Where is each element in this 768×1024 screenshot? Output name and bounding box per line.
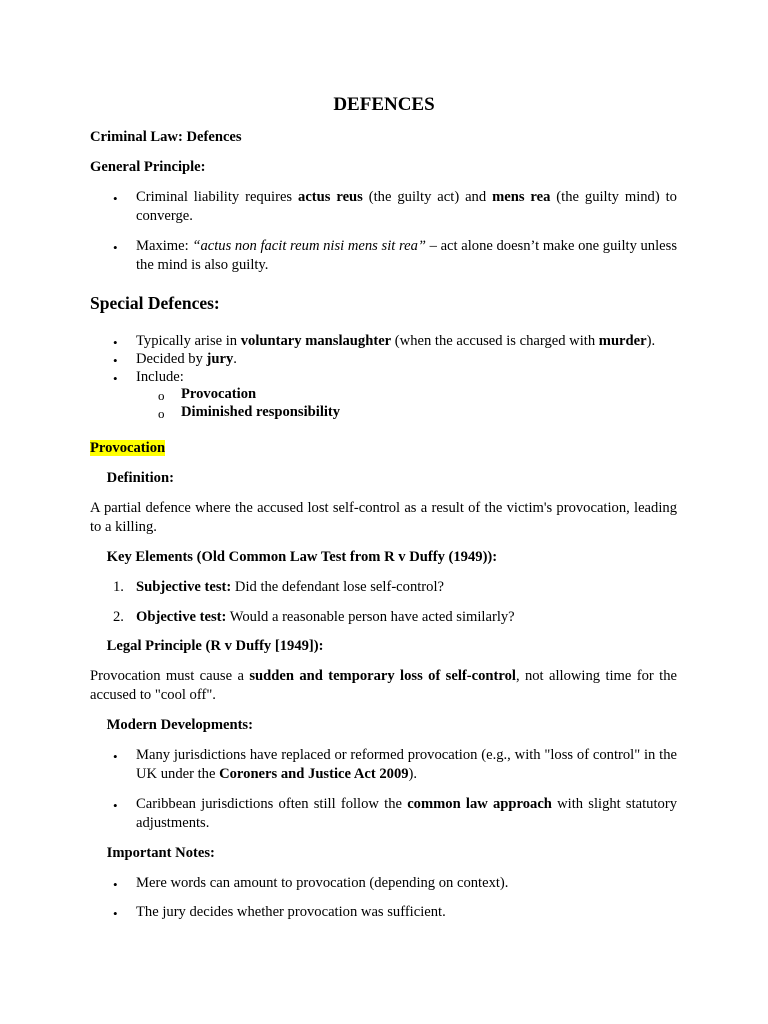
important-notes-heading: Important Notes: [106, 845, 215, 861]
bullet-marker: • [113, 749, 118, 764]
sub-item-diminished-responsibility: Diminished responsibility [181, 404, 341, 420]
bullet-marker: • [113, 877, 118, 892]
document-subtitle: Criminal Law: Defences [90, 129, 242, 145]
definition-text: A partial defence where the accused lost self-control as a result of the victim's provocation, leading to a killing. [90, 500, 677, 535]
modern-bullet-2: Caribbean jurisdictions often still follow the common law approach with slight statutory adjustments. [136, 796, 677, 831]
key-elements-heading: Key Elements (Old Common Law Test from R v Duffy (1949)): [106, 549, 498, 565]
special-defences-bullet-3: Include: [136, 369, 184, 385]
general-principle-bullet-2: Maxime: “actus non facit reum nisi mens sit rea” – act alone doesn’t make one guilty unless the mind is also guilty. [136, 238, 677, 273]
modern-bullet-1: Many jurisdictions have replaced or reformed provocation (e.g., with "loss of control" in the UK under the Coroners and Justice Act 2009). [136, 747, 677, 782]
bullet-marker: • [113, 906, 118, 921]
sub-bullet-marker: o [158, 406, 165, 421]
general-principle-bullet-1: Criminal liability requires actus reus (the guilty act) and mens rea (the guilty mind) to converge. [136, 189, 677, 224]
bullet-marker: • [113, 191, 118, 206]
key-element-1: Subjective test: Did the defendant lose self-control? [136, 579, 444, 595]
provocation-heading-highlight: Provocation [90, 440, 166, 456]
provocation-heading [90, 439, 677, 458]
bullet-marker: • [113, 335, 118, 350]
sub-item-provocation: Provocation [181, 386, 257, 402]
special-defences-heading: Special Defences: [90, 293, 220, 313]
key-element-2: Objective test: Would a reasonable person have acted similarly? [136, 609, 515, 625]
definition-heading: Definition: [106, 470, 174, 486]
note-2: The jury decides whether provocation was sufficient. [136, 904, 446, 920]
bullet-marker: • [113, 240, 118, 255]
list-number: 2. [113, 609, 124, 625]
document-title: DEFENCES [333, 94, 435, 115]
special-defences-bullet-1: Typically arise in voluntary manslaughter (when the accused is charged with murder). [136, 333, 656, 349]
bullet-marker: • [113, 798, 118, 813]
legal-principle-text: Provocation must cause a sudden and temporary loss of self-control, not allowing time for the accused to "cool off". [90, 668, 677, 703]
note-1: Mere words can amount to provocation (depending on context). [136, 875, 509, 891]
bullet-marker: • [113, 353, 118, 368]
general-principle-heading: General Principle: [90, 159, 206, 175]
sub-bullet-marker: o [158, 388, 165, 403]
list-number: 1. [113, 579, 124, 595]
bullet-marker: • [113, 371, 118, 386]
modern-developments-heading: Modern Developments: [106, 717, 253, 733]
special-defences-bullet-2: Decided by jury. [136, 351, 237, 367]
legal-principle-heading: Legal Principle (R v Duffy [1949]): [106, 638, 324, 654]
